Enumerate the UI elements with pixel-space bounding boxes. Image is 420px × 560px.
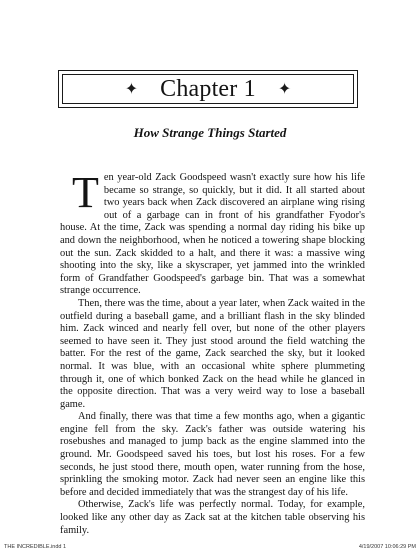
print-footer	[4, 544, 416, 550]
footer-file-name: THE INCREDIBLE.indd 1	[4, 544, 67, 550]
paragraph-3: And finally, there was that time a few months ago, when a gigantic engine fell from the sky. Zack's father was outside watering his rosebushes and managed to jump back as the engine slammed into the ground. Mr. Goodspeed saved his toes, but lost his roses. For a few seconds, he just stood there, mouth open, water running from the hose, sprinkling the smoking motor. Zack had never seen an engine like this before and decided immediately that was the strangest day of his life.	[60, 411, 365, 498]
paragraph-1-text: en year-old Zack Goodspeed wasn't exactly sure how his life became so strange, so quickly, but it did. It all started about two years back when Zack discovered an airplane wing rising out of a garbage can in front of his grandfather Fyodor's house. At the time, Zack was spending a normal day riding his bike up and down the neighborhood, when he noticed a towering shape blocking out the sun. Zack skidded to a halt, and there it was: a massive wing shooting into the sky, like a skyscraper, yet jammed into the wrinkled form of Grandfather Goodspeed's garbage bin. That was a somewhat strange occurrence.	[60, 172, 365, 297]
ornament-right-icon: ✦	[277, 79, 292, 98]
chapter-title: Chapter 1	[160, 76, 256, 102]
paragraph-2: Then, there was the time, about a year later, when Zack waited in the outfield during a baseball game, and a brilliant flash in the sky blinded him. Zack winced and nearly fell over, but none of the other players seemed to have seen it. They just stood around the field watching the batter. For the rest of the game, Zack searched the sky, but it looked normal. It was blue, with an occasional white sphere plummeting through it, one of which bonked Zack on the head while he glanced in the opposite direction. That was a very weird way to lose a baseball game.	[60, 297, 365, 410]
chapter-heading	[59, 71, 357, 107]
chapter-subtitle: How Strange Things Started	[133, 125, 287, 140]
ornament-left-icon: ✦	[124, 79, 139, 98]
chapter-body	[60, 168, 365, 537]
drop-cap: T	[72, 168, 99, 217]
footer-timestamp: 4/19/2007 10:06:29 PM	[358, 544, 416, 550]
paragraph-4: Otherwise, Zack's life was perfectly normal. Today, for example, looked like any other day as Zack sat at the kitchen table observing his family.	[60, 499, 365, 536]
chapter-heading-frame	[58, 70, 358, 108]
paragraph-1	[60, 168, 365, 298]
